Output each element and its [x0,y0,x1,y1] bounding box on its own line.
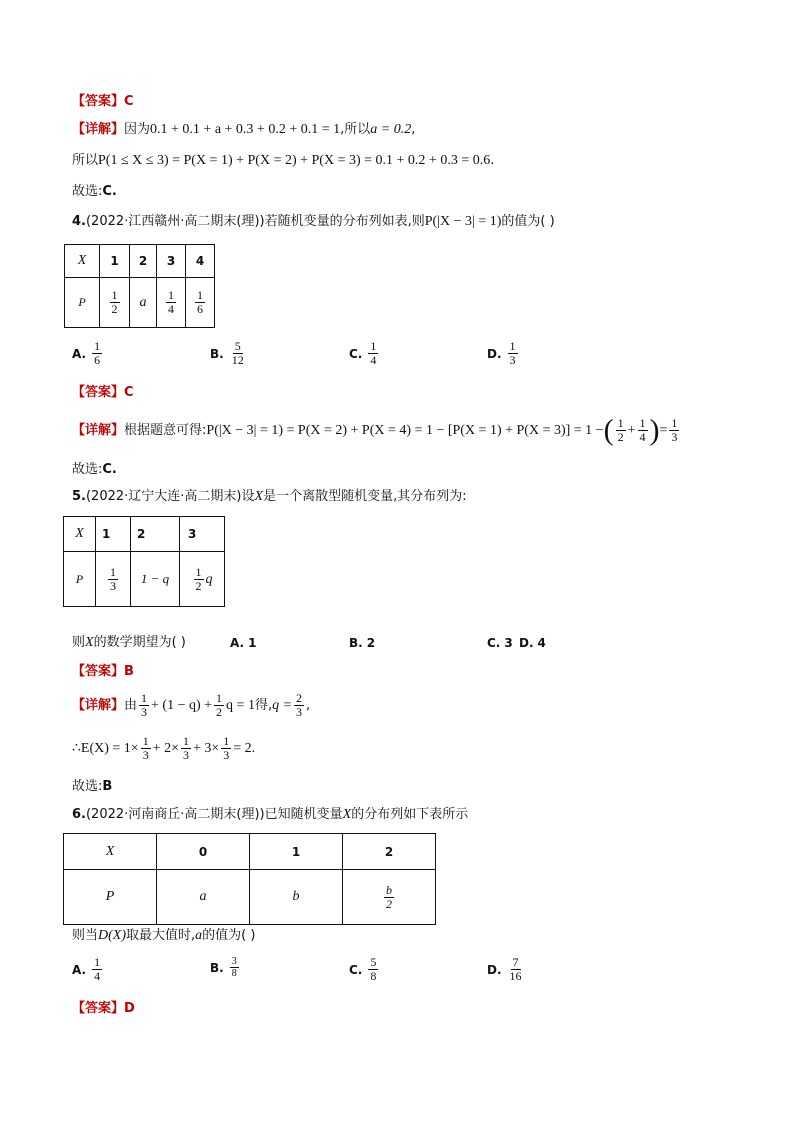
numerator: 1 [168,288,174,302]
q3-detail-eq: 0.1 + 0.1 + a + 0.3 + 0.2 + 0.1 = 1 [150,122,341,137]
q5-select: B [102,779,113,794]
denominator: 2 [617,430,624,444]
numerator: 1 [94,339,101,353]
numerator: 1 [197,288,203,302]
q5-exp-end: = 2. [233,741,256,756]
q5-table-header: 2 [131,517,180,552]
q3-answer: C [124,94,134,109]
q4-stem-end: 的值为( ) [501,214,555,229]
cell-suffix: q [205,571,213,587]
q6-table-header: 1 [250,834,343,870]
q3-line2-end: . [490,153,495,168]
q5-distribution-table [63,516,225,607]
denominator: 3 [671,430,678,444]
q5-expectation-line [72,733,255,765]
q6-table-cell [343,870,436,925]
answer-label: 【答案】 [72,385,125,400]
q6-stem-var: X [342,807,352,822]
numerator: 1 [111,288,118,302]
numerator: 1 [182,734,189,748]
numerator: b [386,882,392,897]
q4-table-row-label: P [65,278,100,328]
numerator: 1 [617,416,624,430]
q5-exp-mid2: + 3× [192,741,220,756]
q3-detail-line1 [72,122,415,138]
q4-table-header-x: X [65,245,100,278]
denominator: 3 [509,353,516,367]
q5-answer-line [72,664,134,680]
q3-line2-eq: P(1 ≤ X ≤ 3) = P(X = 1) + P(X = 2) + P(X = 3) = 0.1 + 0.2 + 0.3 = 0.6 [98,153,491,168]
denominator: 2 [195,578,202,593]
q6-table-header: 0 [157,834,250,870]
q3-select-line [72,184,117,200]
q5-table-cell: 1 − q [131,552,180,607]
q4-stem-expr: P(|X − 3| = 1) [424,214,502,229]
plus-sign: + [627,423,636,438]
q5-question-var: X [85,635,94,650]
q6-stem-text: 已知随机变量 [264,807,343,822]
q5-number: 5. [72,489,86,504]
denominator: 16 [509,969,522,983]
q5-table-header: 1 [96,517,131,552]
q6-question-line [72,928,255,944]
numerator: 1 [509,339,516,353]
q3-detail-line2 [72,153,494,169]
q3-detail-end: , [411,122,416,137]
q6-source: (2022·河南商丘·高二期末(理)) [85,807,265,822]
numerator: 1 [195,564,202,579]
right-paren: ) [649,413,660,447]
q3-line2-prefix: 所以 [72,153,99,168]
detail-label: 【详解】 [72,423,125,438]
q6-number: 6. [72,807,86,822]
q6-table-row-label: P [64,870,157,925]
numerator: 5 [234,339,241,353]
q6-option-a[interactable] [72,956,104,983]
option-letter: C. [349,346,363,361]
option-letter: B. [349,636,363,650]
q5-option-a[interactable] [230,636,256,650]
q4-table-cell [186,278,215,328]
select-label: 故选: [72,184,103,199]
q4-table-header: 1 [100,245,130,278]
denominator: 3 [296,705,303,719]
numerator: 1 [370,339,377,353]
q4-detail-prefix: 根据题意可得: [124,423,207,438]
answer-label: 【答案】 [72,664,125,679]
option-text: 2 [366,636,376,650]
q5-detail-comma: , [306,698,311,713]
q4-stem [72,214,555,230]
q4-select: C. [102,462,117,477]
q4-table-header: 3 [157,245,186,278]
q5-table-cell [96,552,131,607]
q3-detail-prefix: 因为 [124,122,151,137]
q5-source: (2022·辽宁大连·高二期末) [85,489,242,504]
q5-question-prefix: 则 [72,635,86,650]
q5-question-end: 的数学期望为( ) [93,635,186,650]
q5-detail-line [72,690,310,722]
q4-source: (2022·江西赣州·高二期末(理)) [85,214,265,229]
numerator: 7 [512,955,519,969]
q5-table-header: 3 [180,517,225,552]
q4-table-cell: a [130,278,157,328]
denominator: 4 [639,430,646,444]
q4-detail-line [72,414,681,448]
option-letter: D. [519,636,534,650]
denominator: 4 [94,969,101,983]
q6-stem [72,807,468,823]
q5-option-c[interactable] [487,636,513,650]
q6-question-prefix: 则当 [72,928,99,943]
numerator: 1 [223,734,230,748]
numerator: 3 [231,956,237,967]
q4-option-b[interactable] [210,340,248,367]
q3-select: C. [102,184,117,199]
q4-table-header: 4 [186,245,215,278]
numerator: 1 [94,955,101,969]
q6-stem-end: 的分布列如下表所示 [351,807,469,822]
denominator: 3 [141,705,148,719]
q6-answer-line [72,1001,135,1017]
q5-detail-de: 得, [254,698,273,713]
q6-question-mid: 取最大值时, [126,928,196,943]
denominator: 2 [111,302,118,316]
q6-table-header: 2 [343,834,436,870]
option-letter: A. [72,962,87,977]
q3-answer-line [72,94,134,110]
q5-exp-mid1: + 2× [152,741,179,756]
select-label: 故选: [72,462,103,477]
q6-question-expr: D(X) [98,928,127,943]
option-letter: D. [487,962,502,977]
option-letter: C. [349,962,363,977]
denominator: 3 [223,748,230,762]
q6-option-c[interactable] [349,956,380,983]
q5-detail-eq-mid: + (1 − q) + [151,698,213,713]
denominator: 3 [110,578,116,593]
q5-detail-eq-end: q = 1 [226,698,255,713]
select-label: 故选: [72,779,103,794]
q4-option-a[interactable] [72,340,104,367]
left-paren: ( [603,413,614,447]
option-letter: B. [210,346,224,361]
denominator: 8 [370,969,377,983]
denominator: 6 [197,302,203,316]
denominator: 4 [370,353,377,367]
q5-stem-end: 是一个离散型随机变量,其分布列为: [263,489,467,504]
q4-option-d[interactable] [487,340,520,367]
q4-stem-text: 若随机变量的分布列如表,则 [264,214,425,229]
q5-stem-text: 设 [241,489,255,504]
denominator: 8 [231,968,237,979]
denominator: 3 [142,748,149,762]
q6-question-end: 的值为( ) [202,928,256,943]
q6-table-header-x: X [64,834,157,870]
q3-detail-eq2: a = 0.2 [370,122,412,137]
q5-stem-var: X [254,489,264,504]
denominator: 2 [386,896,392,911]
numerator: 1 [216,691,223,705]
q5-option-b[interactable] [349,636,375,650]
equals-sign: = [659,423,668,438]
option-letter: A. [72,346,87,361]
q4-number: 4. [72,214,86,229]
q5-answer: B [124,664,134,679]
q5-detail-q: q = [272,698,293,713]
q4-table-cell [100,278,130,328]
option-letter: A. [230,636,245,650]
q4-table-cell [157,278,186,328]
detail-label: 【详解】 [72,698,125,713]
option-text: 3 [504,636,513,650]
option-text: 4 [537,636,546,650]
detail-label: 【详解】 [72,122,125,137]
q5-table-row-label: P [64,552,96,607]
answer-label: 【答案】 [72,94,125,109]
q5-select-line [72,779,112,795]
q6-table-cell: b [250,870,343,925]
answer-label: 【答案】 [72,1001,125,1016]
denominator: 3 [182,748,189,762]
denominator: 12 [231,353,244,367]
q6-question-var: a [195,928,203,943]
numerator: 1 [141,691,148,705]
q5-exp-prefix: ∴E(X) = 1× [72,741,139,756]
option-letter: B. [210,960,224,975]
q4-select-line [72,462,117,478]
q4-answer-line [72,385,134,401]
q4-table-header: 2 [130,245,157,278]
q6-option-b[interactable] [210,956,241,979]
numerator: 2 [296,691,303,705]
denominator: 4 [168,302,174,316]
q6-answer: D [124,1001,135,1016]
denominator: 2 [216,705,223,719]
q4-distribution-table [64,244,215,328]
q5-question-line [72,635,186,651]
q5-table-cell [180,552,225,607]
q5-detail-prefix: 由 [124,698,138,713]
q6-option-d[interactable] [487,956,526,983]
q4-detail-eq: P(|X − 3| = 1) = P(X = 2) + P(X = 4) = 1 − [P(X = 1) + P(X = 3)] = 1 − [206,423,604,438]
numerator: 1 [110,564,116,579]
q6-distribution-table [63,833,436,925]
numerator: 5 [370,955,377,969]
q4-option-c[interactable] [349,340,380,367]
numerator: 1 [671,416,678,430]
q4-answer: C [124,385,134,400]
q6-table-cell: a [157,870,250,925]
q5-table-header-x: X [64,517,96,552]
option-letter: C. [487,636,501,650]
q5-stem [72,489,467,505]
q5-option-d[interactable] [519,636,546,650]
option-letter: D. [487,346,502,361]
numerator: 1 [142,734,149,748]
q3-detail-mid: ,所以 [340,122,371,137]
option-text: 1 [248,636,257,650]
denominator: 6 [94,353,101,367]
numerator: 1 [639,416,646,430]
